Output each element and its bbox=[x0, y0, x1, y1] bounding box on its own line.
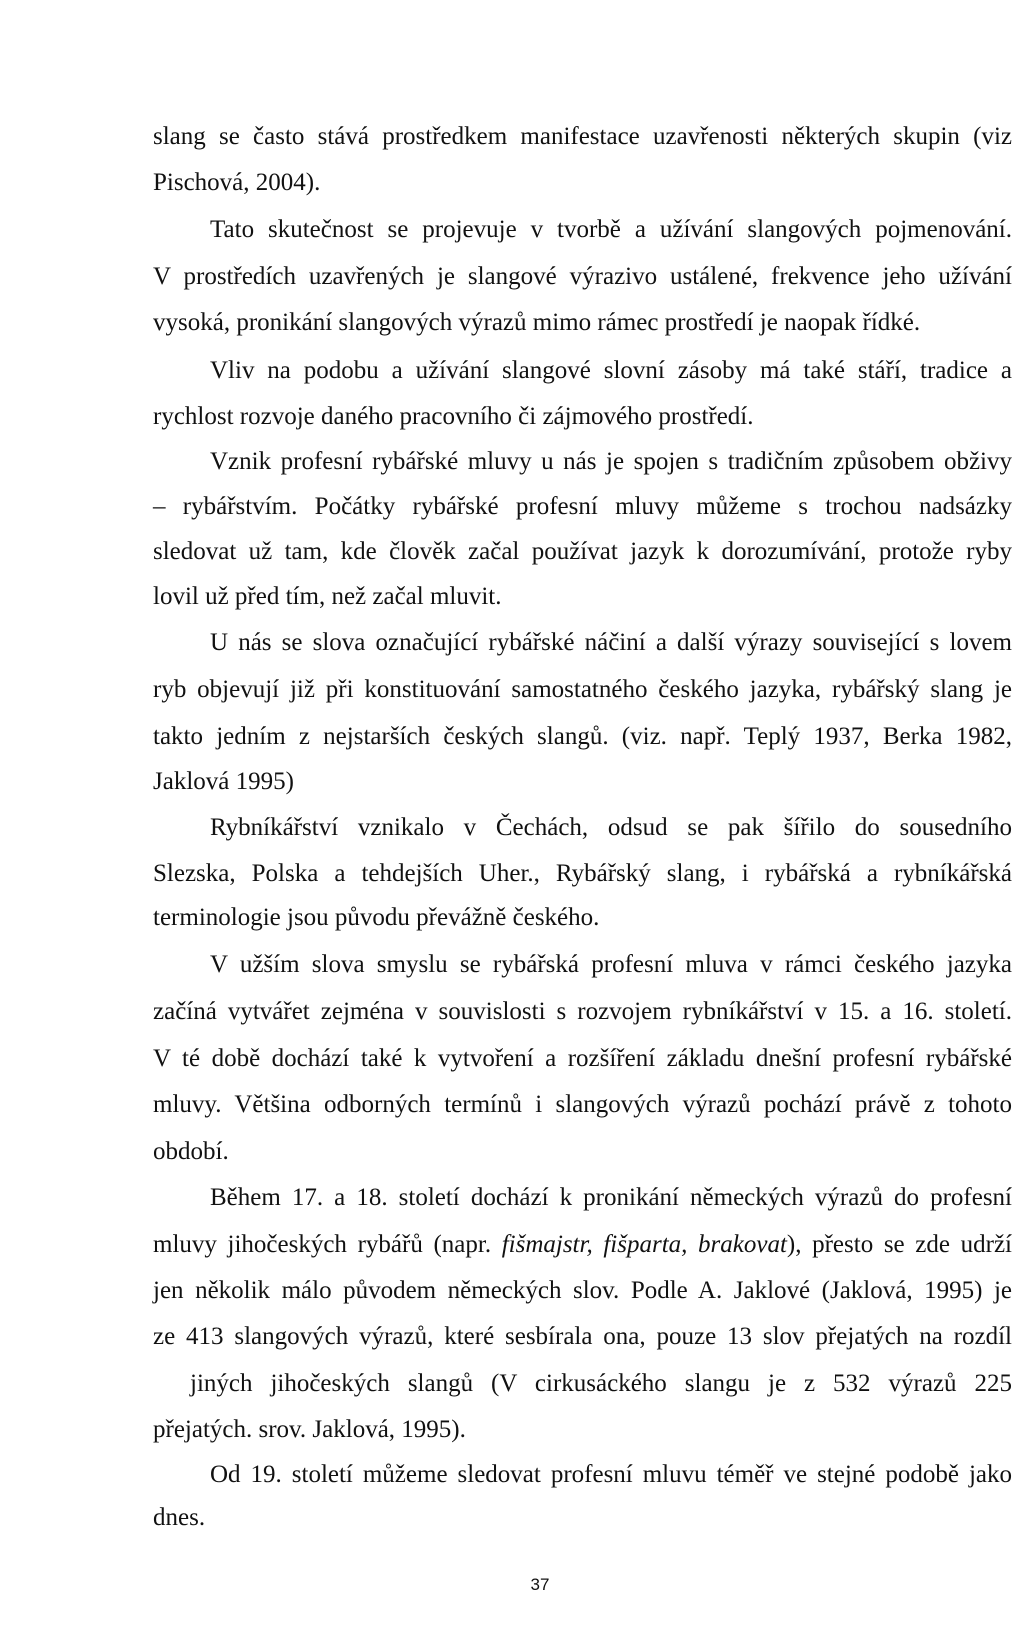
text-line: Jaklová 1995) bbox=[153, 768, 294, 795]
text-run: ), přesto se zde udrží bbox=[786, 1231, 1012, 1258]
text-line: sledovat už tam, kde člověk začal používat jazyk k dorozumívání, protože ryby bbox=[153, 538, 1012, 565]
text-line: Vznik profesní rybářské mluvy u nás je spojen s tradičním způsobem obživy bbox=[210, 448, 1012, 475]
text-line: V užším slova smyslu se rybářská profesní mluva v rámci českého jazyka bbox=[210, 951, 1012, 978]
text-run: mluvy jihočeských rybářů (napr. bbox=[153, 1231, 502, 1258]
text-line: Během 17. a 18. století dochází k pronikání německých výrazů do profesní bbox=[210, 1184, 1012, 1211]
text-line: dnes. bbox=[153, 1504, 206, 1531]
text-line bbox=[153, 1230, 1012, 1260]
text-line: začíná vytvářet zejména v souvislosti s rozvojem rybníkářství v 15. a 16. století. bbox=[153, 998, 1012, 1025]
text-line: V prostředích uzavřených je slangové výrazivo ustálené, frekvence jeho užívání bbox=[153, 263, 1012, 290]
text-line: Tato skutečnost se projevuje v tvorbě a užívání slangových pojmenování. bbox=[210, 216, 1012, 243]
text-line: jiných jihočeských slangů (V cirkusáckého slangu je z 532 výrazů 225 bbox=[190, 1370, 1012, 1397]
text-line: vysoká, pronikání slangových výrazů mimo rámec prostředí je naopak řídké. bbox=[153, 309, 921, 336]
page-number: 37 bbox=[530, 1575, 550, 1594]
text-line: ze 413 slangových výrazů, které sesbírala ona, pouze 13 slov přejatých na rozdíl bbox=[153, 1323, 1012, 1350]
text-line: U nás se slova označující rybářské náčiní a další výrazy související s lovem bbox=[210, 629, 1012, 656]
text-line: terminologie jsou původu převážně českého. bbox=[153, 904, 600, 931]
text-line: V té době dochází také k vytvoření a rozšíření základu dnešní profesní rybářské bbox=[153, 1045, 1012, 1072]
text-line: ryb objevují již při konstituování samostatného českého jazyka, rybářský slang je bbox=[153, 676, 1012, 703]
text-line: – rybářstvím. Počátky rybářské profesní mluvy můžeme s trochou nadsázky bbox=[153, 493, 1012, 520]
text-line: takto jedním z nejstarších českých slangů. (viz. např. Teplý 1937, Berka 1982, bbox=[153, 723, 1012, 750]
text-line: přejatých. srov. Jaklová, 1995). bbox=[153, 1416, 466, 1443]
text-line: Pischová, 2004). bbox=[153, 169, 321, 196]
text-line: Rybníkářství vznikalo v Čechách, odsud se pak šířilo do sousedního bbox=[210, 814, 1012, 841]
text-line: rychlost rozvoje daného pracovního či zájmového prostředí. bbox=[153, 403, 754, 430]
text-line: jen několik málo původem německých slov. Podle A. Jaklové (Jaklová, 1995) je bbox=[153, 1277, 1012, 1304]
text-line: Slezska, Polska a tehdejších Uher., Rybářský slang, i rybářská a rybníkářská bbox=[153, 860, 1012, 887]
text-line: lovil už před tím, než začal mluvit. bbox=[153, 583, 502, 610]
text-line: slang se často stává prostředkem manifestace uzavřenosti některých skupin (viz bbox=[153, 123, 1012, 150]
text-line: Vliv na podobu a užívání slangové slovní zásoby má také stáří, tradice a bbox=[210, 357, 1012, 384]
text-line: Od 19. století můžeme sledovat profesní mluvu téměř ve stejné podobě jako bbox=[210, 1461, 1012, 1488]
italic-terms: fišmajstr, fišparta, brakovat bbox=[501, 1231, 787, 1258]
text-line: mluvy. Většina odborných termínů i slangových výrazů pochází právě z tohoto bbox=[153, 1091, 1012, 1118]
text-line: období. bbox=[153, 1138, 229, 1165]
